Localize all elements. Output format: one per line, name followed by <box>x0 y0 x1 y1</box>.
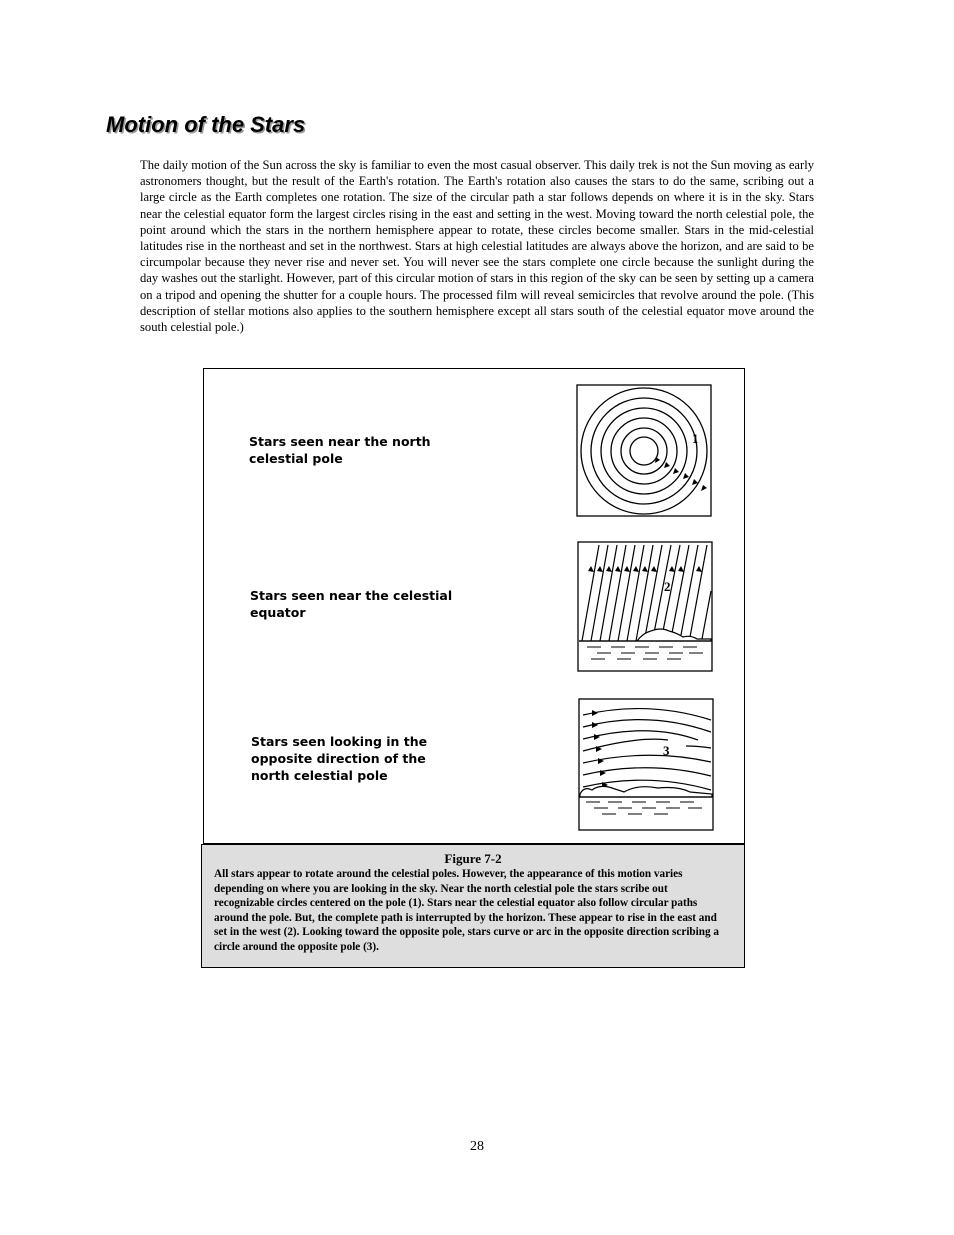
section-heading: Motion of the Stars <box>106 112 306 137</box>
figure-illustration <box>203 368 745 844</box>
page-number: 28 <box>470 1139 484 1154</box>
figure-caption-text: All stars appear to rotate around the celestial poles. However, the appearance of this motion varies depending on where you are looking in the sky. Near the north celestial pole the stars scribe out recognizable circles centered on the pole (1). Stars near the celestial equator also follow circular paths around the pole. But, the complete path is interrupted by the horizon. These appear to rise in the east and set in the west (2). Looking toward the opposite pole, stars curve or arc in the opposite direction scribing a circle around the opposite pole (3). <box>214 868 719 953</box>
figure-caption-box <box>201 844 745 968</box>
circumpolar-star-trails-diagram <box>576 384 712 518</box>
equator-star-trails-diagram <box>577 541 713 673</box>
opposite-pole-star-trails-diagram <box>578 698 714 832</box>
panel-1-label: Stars seen near the north celestial pole <box>249 434 431 466</box>
panel-2-label: Stars seen near the celestial equator <box>250 588 453 620</box>
panel-3-number: 3 <box>663 743 670 758</box>
panel-1-number: 1 <box>692 431 699 446</box>
body-paragraph: The daily motion of the Sun across the sky is familiar to even the most casual observer. This daily trek is not the Sun moving as early astronomers thought, but the result of the Earth's rotation. The Earth's rotation also causes the stars to do the same, scribing out a large circle as the Earth completes one rotation. The size of the circular path a star follows depends on where it is in the sky. Stars near the celestial equator form the largest circles rising in the east and setting in the west. Moving toward the north celestial pole, the point around which the stars in the northern hemisphere appear to rotate, these circles become smaller. Stars in the mid-celestial latitudes rise in the northeast and set in the northwest. Stars at high celestial latitudes are always above the horizon, and are said to be circumpolar because they never rise and never set. You will never see the stars complete one circle because the sunlight during the day washes out the starlight. However, part of this circular motion of stars in this region of the sky can be seen by setting up a camera on a tripod and opening the shutter for a couple hours. The processed film will reveal semicircles that revolve around the pole. (This description of stellar motions also applies to the southern hemisphere except all stars south of the celestial equator move around the south celestial pole.) <box>140 158 814 335</box>
panel-3-label: Stars seen looking in the opposite direction of the north celestial pole <box>251 734 428 783</box>
figure-caption-title: Figure 7-2 <box>444 851 502 866</box>
panel-2-number: 2 <box>664 579 671 594</box>
